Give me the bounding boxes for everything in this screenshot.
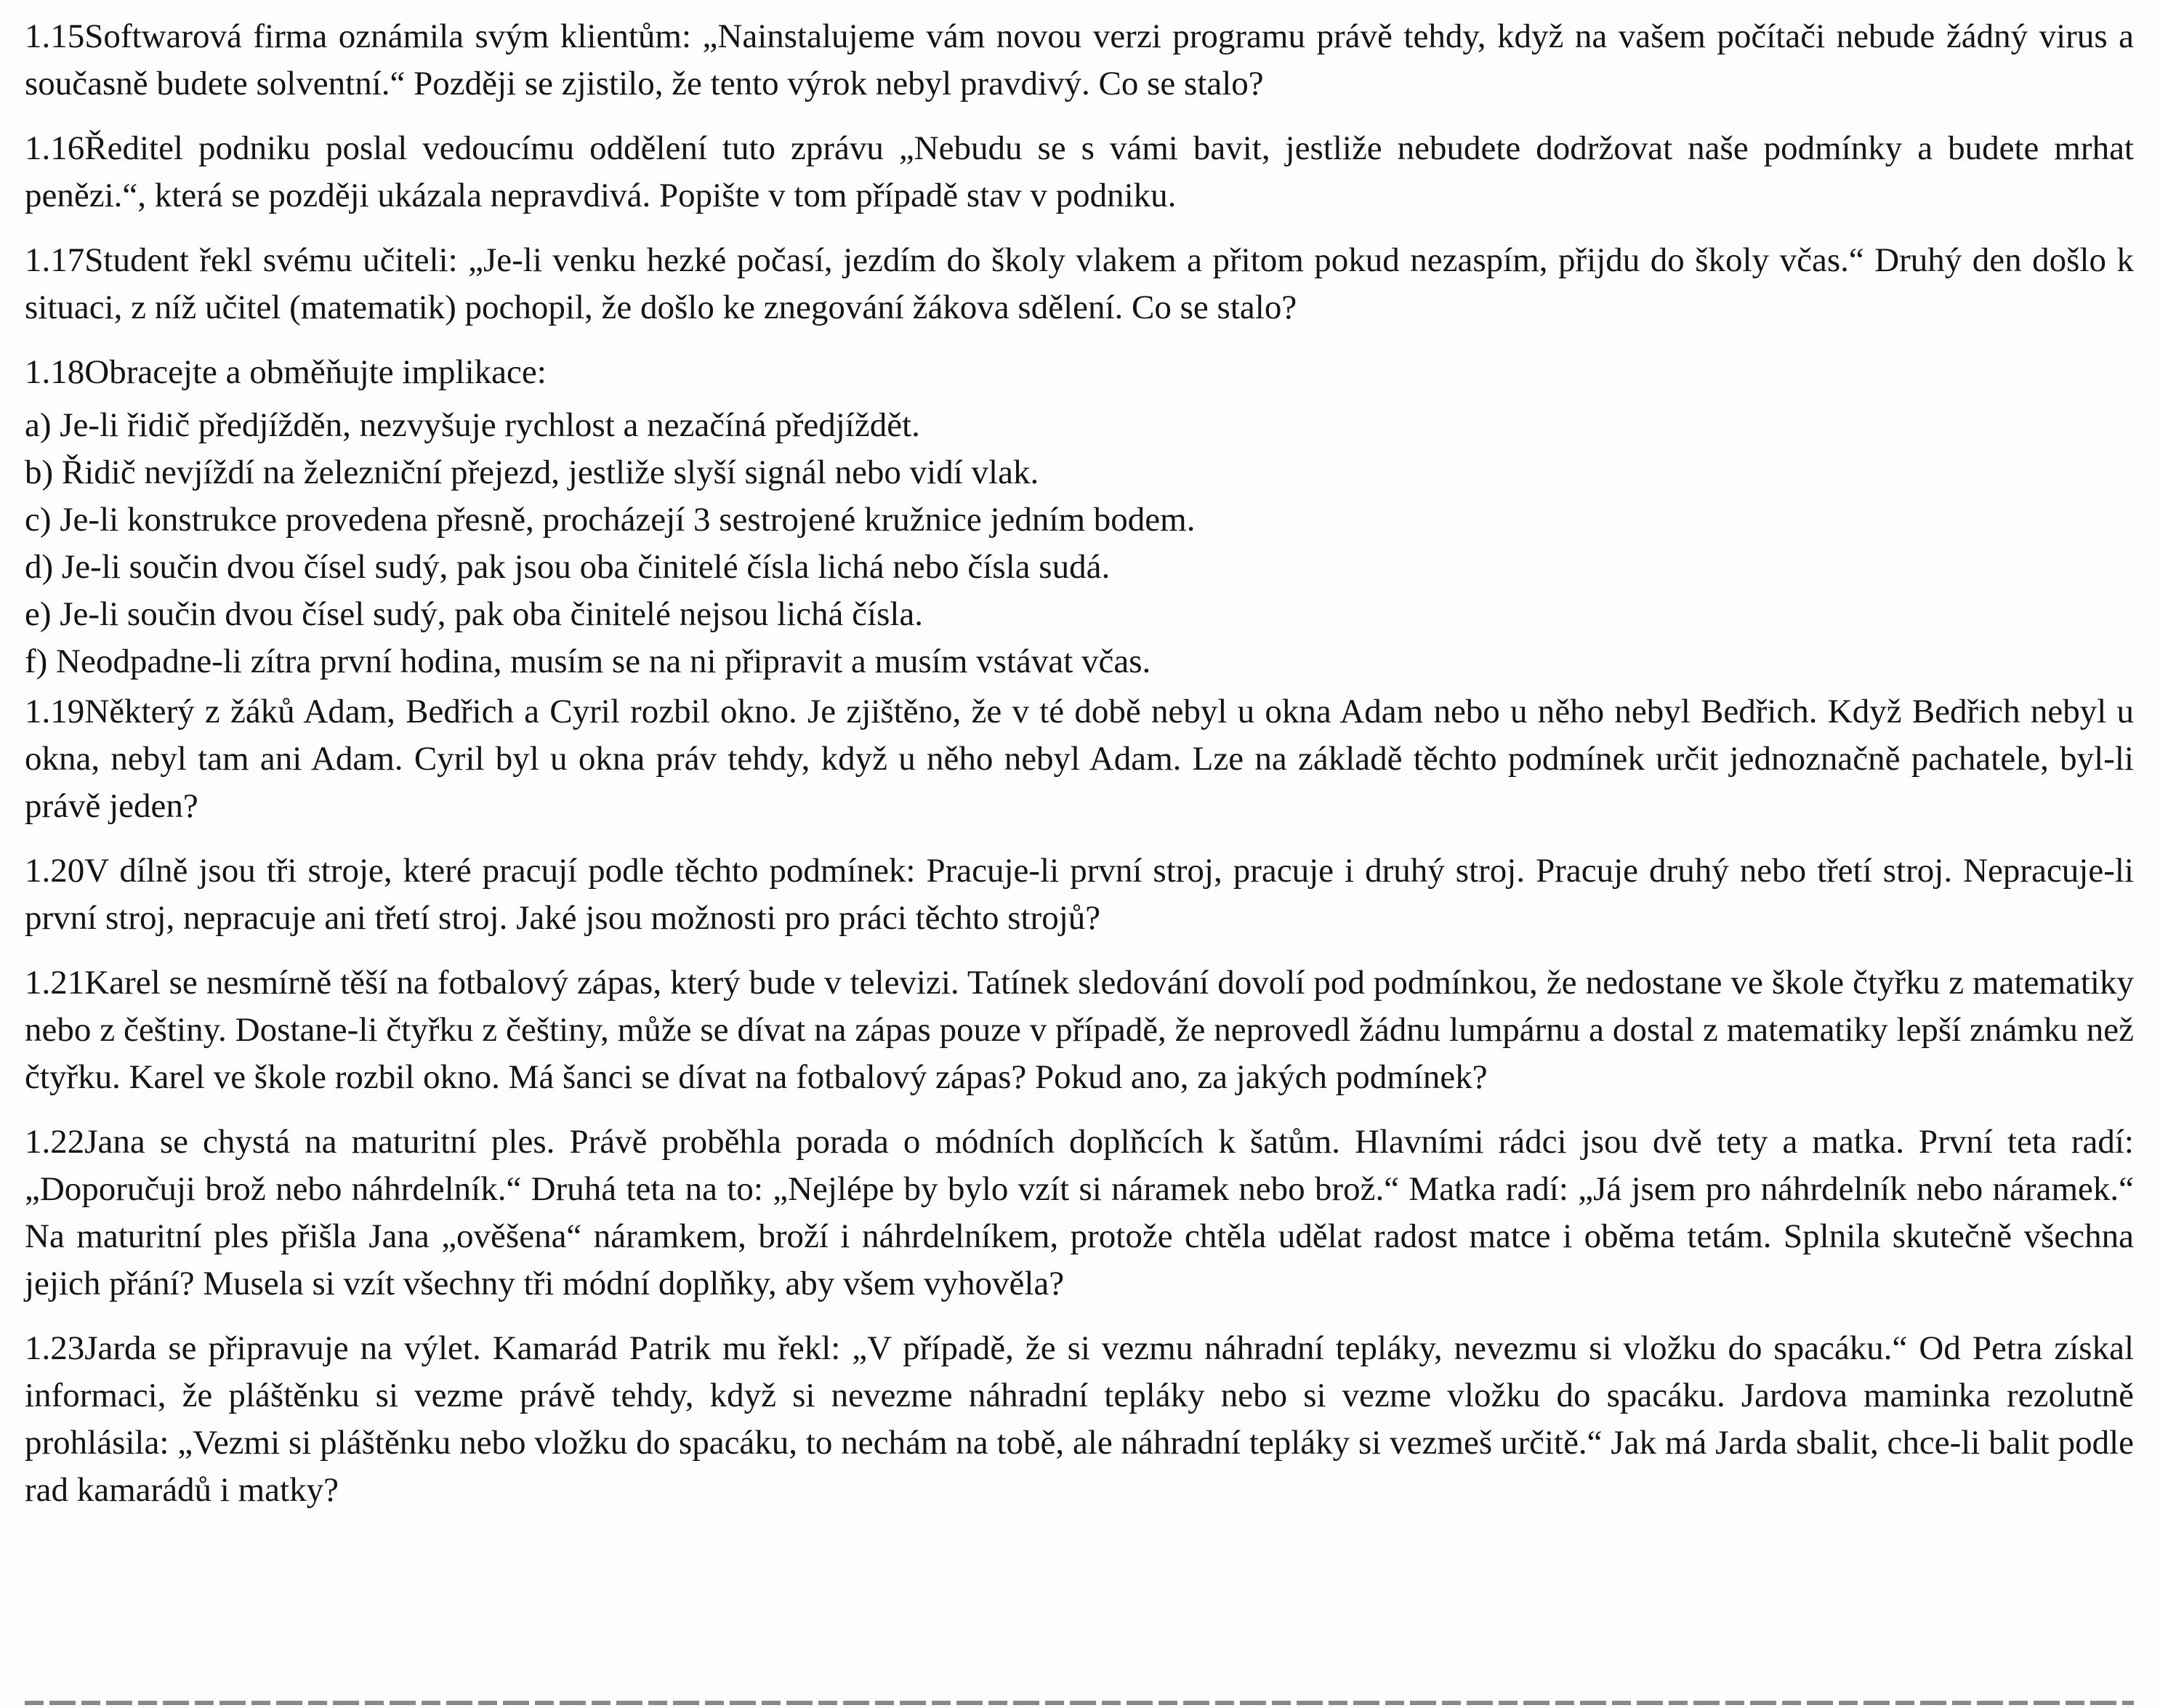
problem-1-22 — [25, 1119, 2134, 1308]
problem-1-18 — [25, 349, 2134, 396]
problem-number: 1.16 — [25, 129, 85, 167]
list-item: d) Je-li součin dvou čísel sudý, pak jsou oba činitelé čísla lichá nebo čísla sudá. — [25, 548, 1111, 586]
list-item: f) Neodpadne-li zítra první hodina, musím se na ni připravit a musím vstávat včas. — [25, 642, 1151, 680]
problem-1-19 — [25, 688, 2134, 830]
problem-text: Softwarová firma oznámila svým klientům: „Nainstalujeme vám novou verzi programu právě tehdy, když na vašem počítači nebude žádný virus a současně budete solventní.“ Později se zjistilo, že tento výrok nebyl pravdivý. Co se stalo? — [25, 17, 2134, 102]
problem-1-20 — [25, 847, 2134, 942]
problem-text: Jana se chystá na maturitní ples. Právě proběhla porada o módních doplňcích k šatům. Hlavními rádci jsou dvě tety a matka. První teta radí: „Doporučuji brož nebo náhrdelník.“ Druhá teta na to: „Nejlépe by bylo vzít si náramek nebo brož.“ Matka radí: „Já jsem pro náhrdelník nebo náramek.“ Na maturitní ples přišla Jana „ověšena“ náramkem, broží i náhrdelníkem, protože chtěla udělat radost matce i oběma tetám. Splnila skutečně všechna jejich přání? Musela si vzít všechny tři módní doplňky, aby všem vyhověla? — [25, 1123, 2134, 1302]
problem-1-17 — [25, 237, 2134, 331]
problem-text: Student řekl svému učiteli: „Je-li venku hezké počasí, jezdím do školy vlakem a přitom pokud nezaspím, přijdu do školy včas.“ Druhý den došlo k situaci, z níž učitel (matematik) pochopil, že došlo ke znegování žákova sdělení. Co se stalo? — [25, 241, 2134, 326]
problem-1-18-items — [25, 402, 2134, 685]
problem-number: 1.20 — [25, 852, 85, 890]
problem-text: Jarda se připravuje na výlet. Kamarád Patrik mu řekl: „V případě, že si vezmu náhradní tepláky, nevezmu si vložku do spacáku.“ Od Petra získal informaci, že pláštěnku si vezme právě tehdy, když si nevezme náhradní tepláky nebo si vezme vložku do spacáku. Jardova maminka rezolutně prohlásila: „Vezmi si pláštěnku nebo vložku do spacáku, to nechám na tobě, ale náhradní tepláky si vezmeš určitě.“ Jak má Jarda sbalit, chce-li balit podle rad kamarádů i matky? — [25, 1329, 2134, 1509]
problem-1-15 — [25, 13, 2134, 108]
problem-number: 1.18 — [25, 353, 85, 391]
problem-number: 1.21 — [25, 964, 85, 1002]
list-item: a) Je-li řidič předjížděn, nezvyšuje rychlost a nezačíná předjíždět. — [25, 406, 920, 444]
problem-number: 1.19 — [25, 693, 85, 730]
problem-text: Karel se nesmírně těší na fotbalový zápas, který bude v televizi. Tatínek sledování dovolí pod podmínkou, že nedostane ve škole čtyřku z matematiky nebo z češtiny. Dostane-li čtyřku z češtiny, může se dívat na zápas pouze v případě, že neprovedl žádnu lumpárnu a dostal z matematiky lepší známku než čtyřku. Karel ve škole rozbil okno. Má šanci se dívat na fotbalový zápas? Pokud ano, za jakých podmínek? — [25, 964, 2134, 1096]
list-item: c) Je-li konstrukce provedena přesně, procházejí 3 sestrojené kružnice jedním bodem. — [25, 501, 1196, 539]
problem-text: Obracejte a obměňujte implikace: — [84, 353, 547, 391]
problem-1-16 — [25, 125, 2134, 219]
list-item: b) Řidič nevjíždí na železniční přejezd, jestliže slyší signál nebo vidí vlak. — [25, 454, 1039, 491]
problem-number: 1.22 — [25, 1123, 85, 1161]
problem-number: 1.15 — [25, 17, 85, 55]
problem-text: V dílně jsou tři stroje, které pracují podle těchto podmínek: Pracuje-li první stroj, pracuje i druhý stroj. Pracuje druhý nebo třetí stroj. Nepracuje-li první stroj, nepracuje ani třetí stroj. Jaké jsou možnosti pro práci těchto strojů? — [25, 852, 2134, 937]
list-item: e) Je-li součin dvou čísel sudý, pak oba činitelé nejsou lichá čísla. — [25, 595, 924, 633]
problem-1-21 — [25, 959, 2134, 1101]
problem-number: 1.23 — [25, 1329, 85, 1367]
problem-text: Některý z žáků Adam, Bedřich a Cyril rozbil okno. Je zjištěno, že v té době nebyl u okna Adam nebo u něho nebyl Bedřich. Když Bedřich nebyl u okna, nebyl tam ani Adam. Cyril byl u okna práv tehdy, když u něho nebyl Adam. Lze na základě těchto podmínek určit jednoznačně pachatele, byl-li právě jeden? — [25, 693, 2134, 825]
problem-1-23 — [25, 1325, 2134, 1514]
problem-text: Ředitel podniku poslal vedoucímu oddělení tuto zprávu „Nebudu se s vámi bavit, jestliže nebudete dodržovat naše podmínky a budete mrhat penězi.“, která se později ukázala nepravdivá. Popište v tom případě stav v podniku. — [25, 129, 2134, 214]
problem-number: 1.17 — [25, 241, 85, 279]
cut-off-next-line — [25, 1698, 2134, 1708]
